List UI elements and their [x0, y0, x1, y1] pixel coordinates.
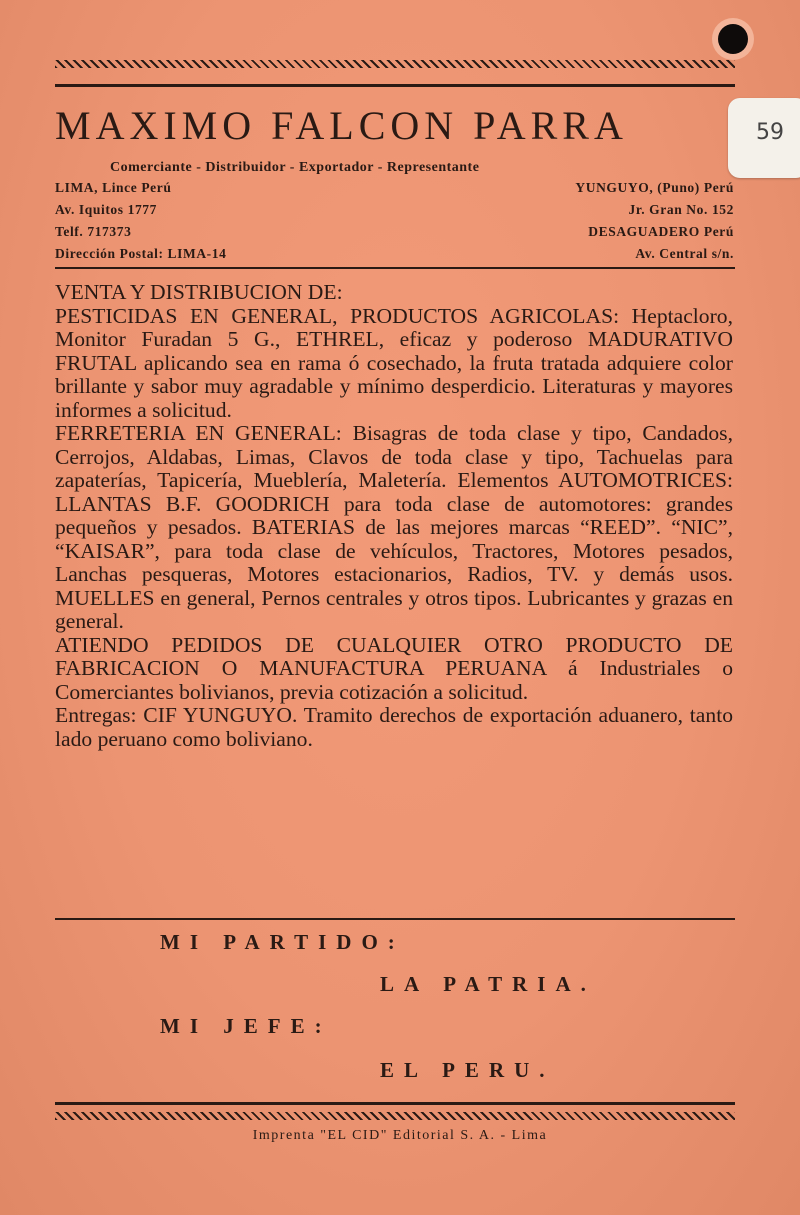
printer-credit: Imprenta "EL CID" Editorial S. A. - Lima: [252, 1128, 548, 1143]
punched-hole-icon: [712, 18, 754, 60]
address-line: LIMA, Lince Perú: [55, 180, 172, 195]
section-heading: VENTA Y DISTRIBUCION DE:: [55, 280, 343, 304]
merchant-name: MAXIMO FALCON PARRA: [55, 103, 628, 148]
lima-address: [55, 177, 226, 265]
header-divider: [55, 267, 735, 269]
motto-line-2: LA PATRIA.: [380, 972, 596, 996]
bottom-rule: [55, 1102, 735, 1105]
address-line: Telf. 717373: [55, 224, 132, 239]
motto-line-1: MI PARTIDO:: [160, 930, 405, 954]
address-line: Jr. Gran No. 152: [628, 202, 734, 217]
address-line: Av. Iquitos 1777: [55, 202, 157, 217]
motto-line-3: MI JEFE:: [160, 1014, 332, 1038]
delivery-paragraph: Entregas: CIF YUNGUYO. Tramito derechos de exportación aduanero, tanto lado peruano como boliviano.: [55, 703, 733, 751]
sticker-number: 59: [756, 120, 784, 145]
pesticides-paragraph: PESTICIDAS EN GENERAL, PRODUCTOS AGRICOLAS: Heptacloro, Monitor Furadan 5 G., ETHREL, eficaz y poderoso MADURATIVO FRUTAL aplicando sea en rama ó cosechado, la fruta tratada adquiere color brillante y sabor muy agradable y mínimo desperdicio. Literaturas y mayores informes a solicitud.: [55, 303, 733, 422]
address-line: YUNGUYO, (Puno) Perú: [575, 180, 734, 195]
address-line: Av. Central s/n.: [635, 246, 734, 261]
hardware-paragraph: FERRETERIA EN GENERAL: Bisagras de toda clase y tipo, Candados, Cerrojos, Aldabas, Limas, Clavos de toda clase y tipo, Tachuelas para zapaterías, Tapicería, Mueblería, Maletería. Elementos AUTOMOTRICES: LLANTAS B.F. GOODRICH para toda clase de automotores: grandes pequeños y pesados. BATERIAS de las mejores marcas “REED”. “NIC”, “KAISAR”, para toda clase de vehículos, Tractores, Motores pesados, Lanchas pesqueras, Motores estacionarios, Radios, TV. y demás usos. MUELLES en general, Pernos centrales y otros tipos. Lubricantes y grazas en general.: [55, 421, 733, 633]
top-rule: [55, 84, 735, 87]
yunguyo-address: [575, 177, 734, 265]
body-divider: [55, 918, 735, 920]
bottom-ornament-border: [55, 1112, 735, 1120]
address-line: DESAGUADERO Perú: [588, 224, 734, 239]
orders-paragraph: ATIENDO PEDIDOS DE CUALQUIER OTRO PRODUCTO DE FABRICACION O MANUFACTURA PERUANA á Industriales o Comerciantes bolivianos, previa cotización a solicitud.: [55, 632, 733, 704]
motto-line-4: EL PERU.: [380, 1058, 555, 1082]
top-ornament-border: [55, 60, 735, 68]
address-line: Dirección Postal: LIMA-14: [55, 246, 227, 261]
merchant-roles: Comerciante - Distribuidor - Exportador - Representante: [110, 160, 480, 175]
product-listing: [55, 281, 733, 751]
